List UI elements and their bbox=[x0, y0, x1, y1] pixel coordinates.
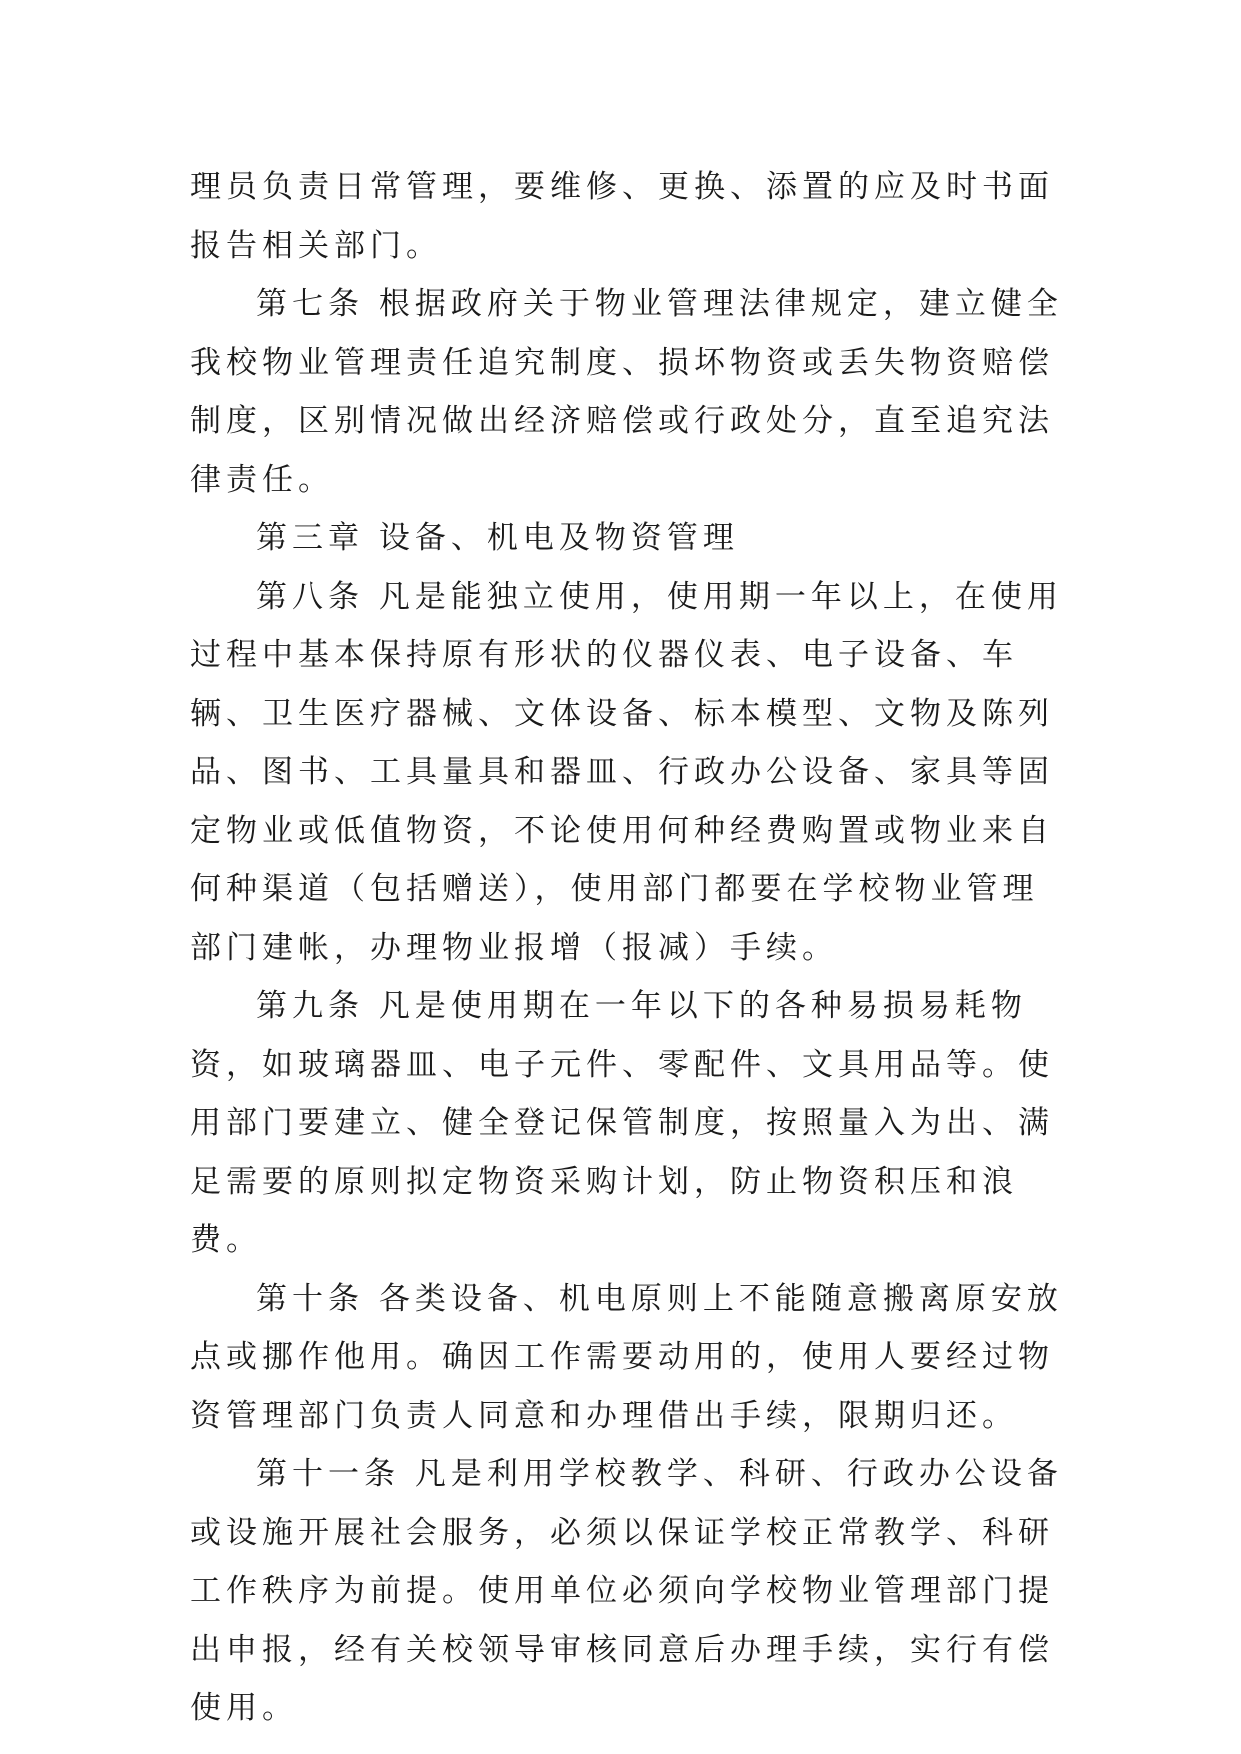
document-page bbox=[190, 158, 1070, 1738]
paragraph-continuation: 理员负责日常管理，要维修、更换、添置的应及时书面报告相关部门。 bbox=[190, 169, 1054, 264]
paragraph-article-7: 第七条 根据政府关于物业管理法律规定，建立健全我校物业管理责任追究制度、损坏物资或丢失物资赔偿制度，区别情况做出经济赔偿或行政处分，直至追究法律责任。 bbox=[190, 286, 1063, 498]
chapter-heading-3: 第三章 设备、机电及物资管理 bbox=[256, 520, 739, 556]
paragraph-article-9: 第九条 凡是使用期在一年以下的各种易损易耗物资，如玻璃器皿、电子元件、零配件、文具用品等。使用部门要建立、健全登记保管制度，按照量入为出、满足需要的原则拟定物资采购计划，防止物资积压和浪费。 bbox=[190, 988, 1054, 1258]
paragraph-article-10: 第十条 各类设备、机电原则上不能随意搬离原安放点或挪作他用。确因工作需要动用的，使用人要经过物资管理部门负责人同意和办理借出手续，限期归还。 bbox=[190, 1280, 1063, 1434]
paragraph-article-11: 第十一条 凡是利用学校教学、科研、行政办公设备或设施开展社会服务，必须以保证学校正常教学、科研工作秩序为前提。使用单位必须向学校物业管理部门提出申报，经有关校领导审核同意后办理手续，实行有偿使用。 bbox=[190, 1456, 1063, 1726]
paragraph-article-8: 第八条 凡是能独立使用，使用期一年以上，在使用过程中基本保持原有形状的仪器仪表、电子设备、车辆、卫生医疗器械、文体设备、标本模型、文物及陈列品、图书、工具量具和器皿、行政办公设备、家具等固定物业或低值物资，不论使用何种经费购置或物业来自何种渠道（包括赠送），使用部门都要在学校物业管理部门建帐，办理物业报增（报减）手续。 bbox=[190, 578, 1063, 966]
